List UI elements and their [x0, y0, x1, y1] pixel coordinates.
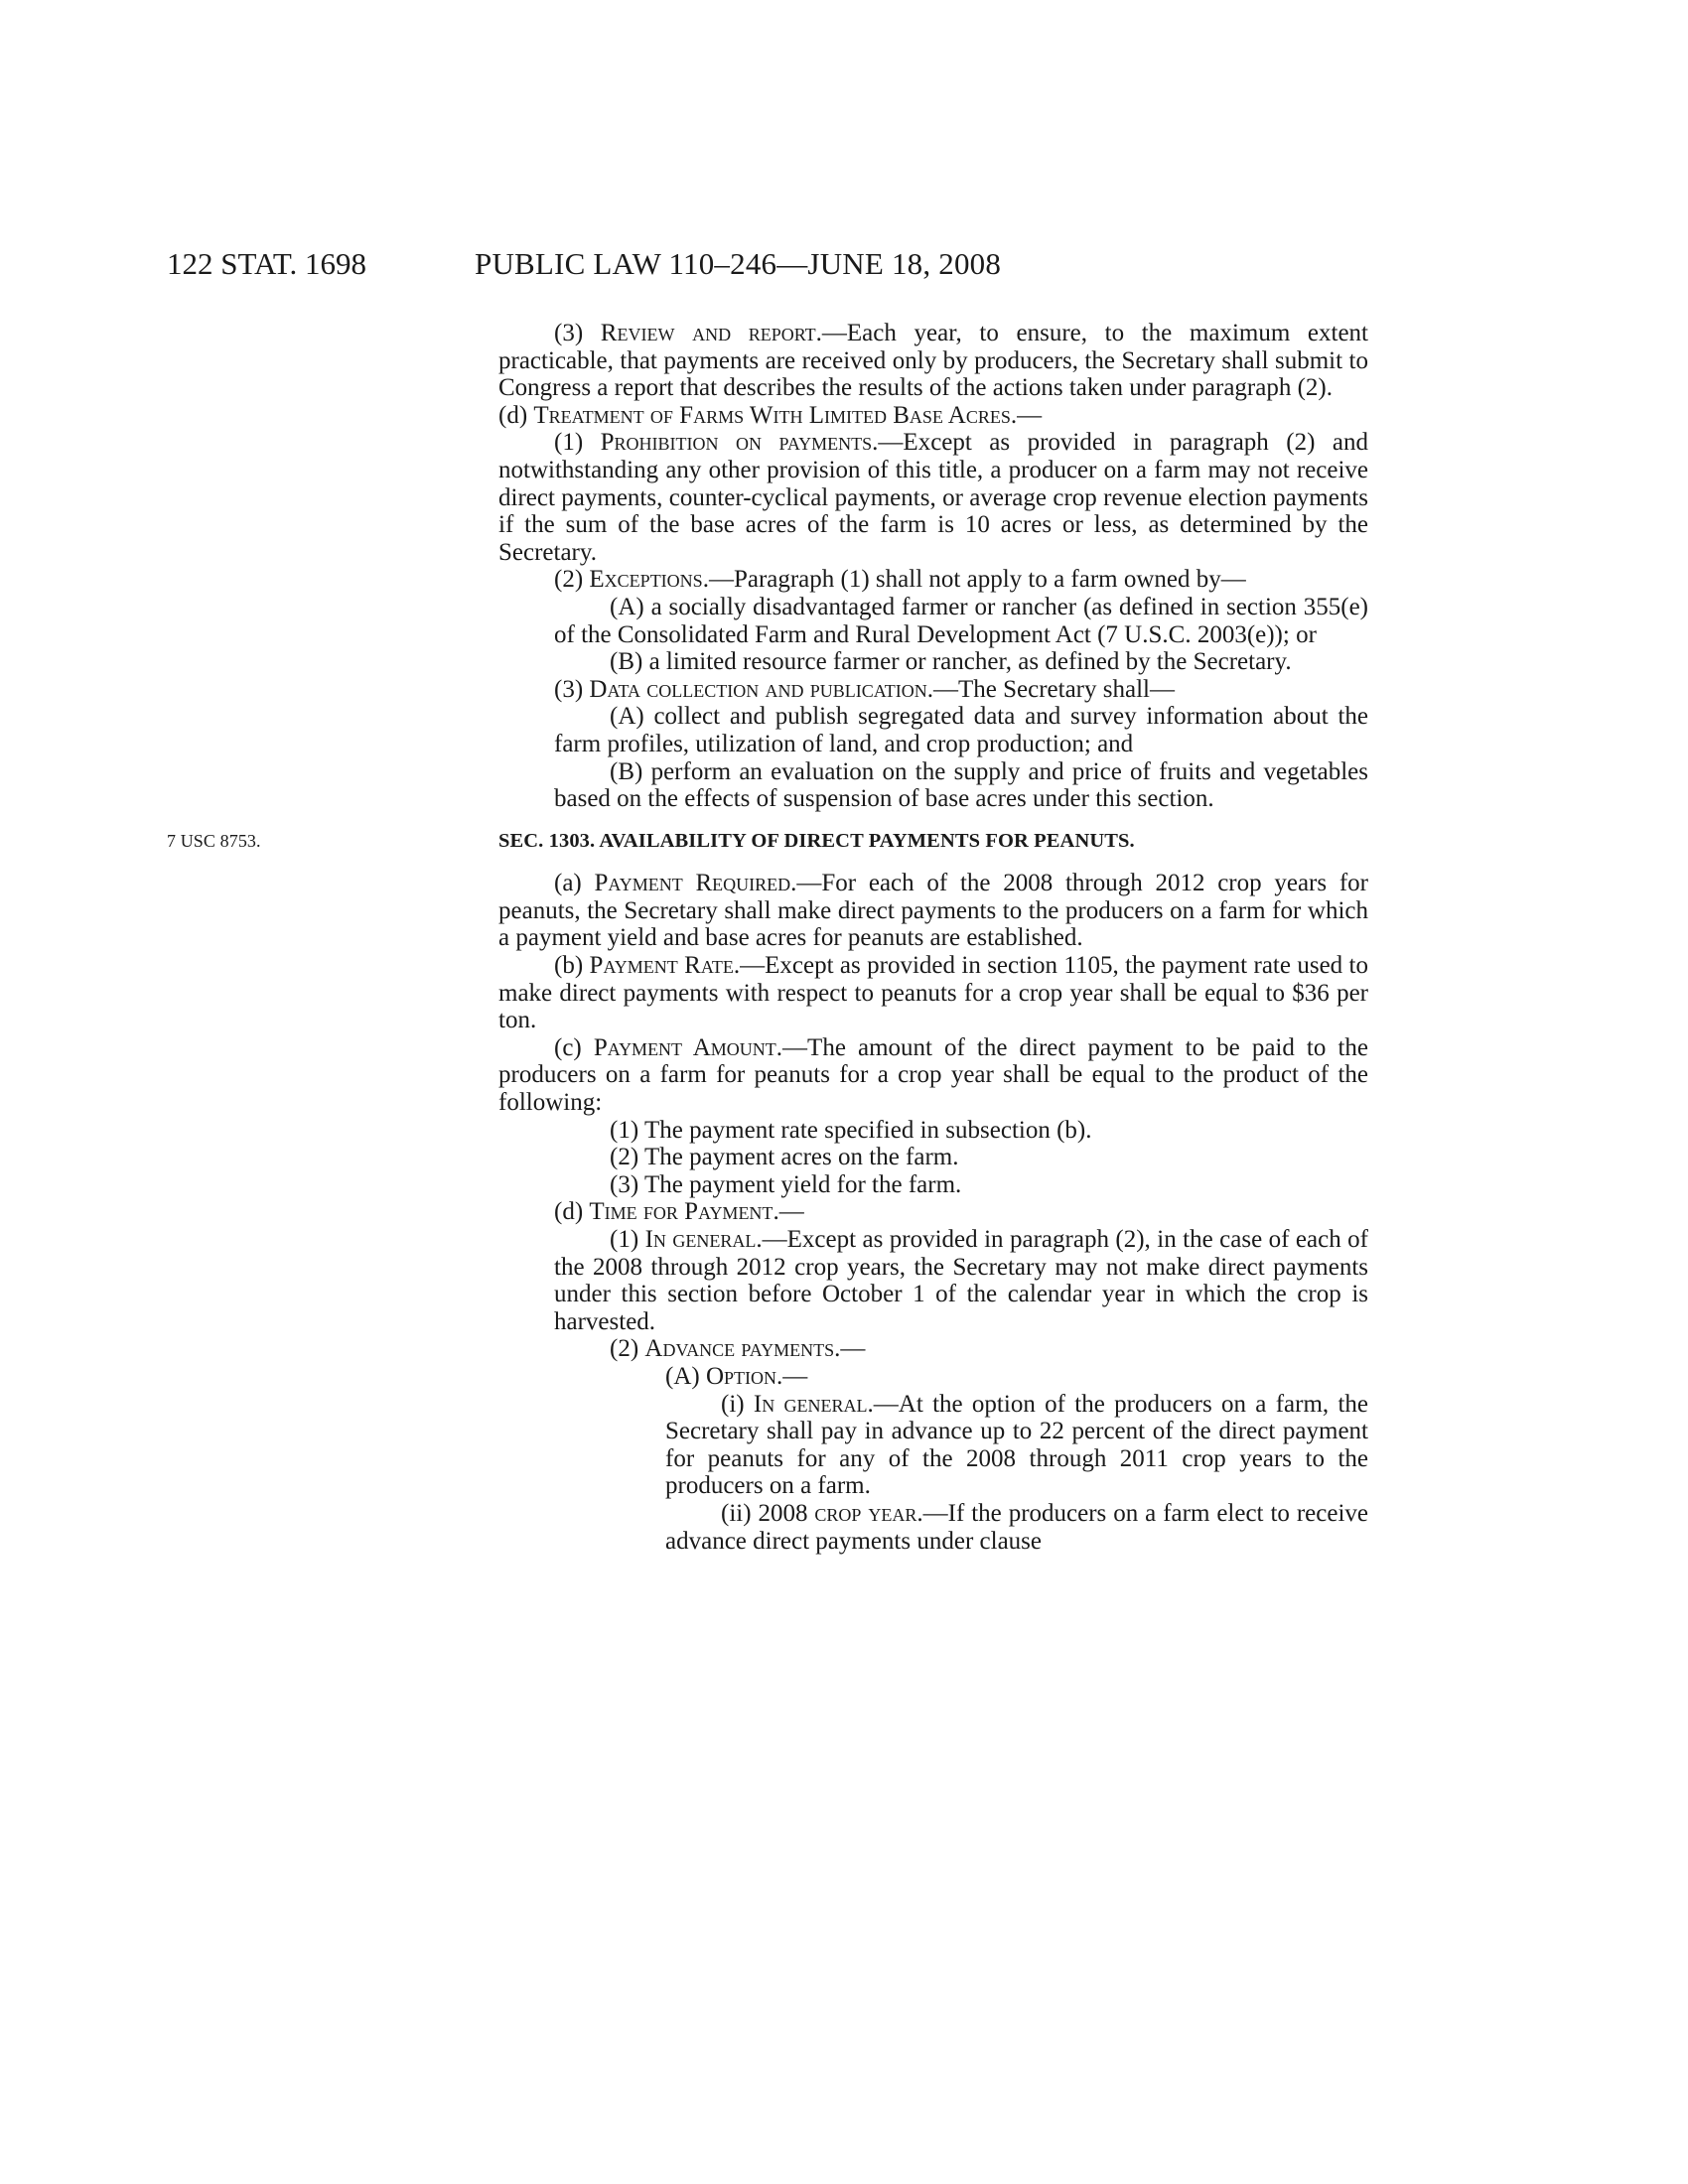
statute-page-number: 122 STAT. 1698 [167, 246, 367, 281]
subsection-payment-amount: (c) Payment Amount.—The amount of the direct payment to be paid to the producers on a farm for peanuts for a crop year shall be equal to the product of the following: [498, 1033, 1368, 1117]
clause-socially-disadvantaged: (A) a socially disadvantaged farmer or rancher (as defined in section 355(e) of the Consolidated Farm and Rural Development Act (7 U.S.C. 2003(e)); or [554, 593, 1368, 648]
clause-in-general-option: (i) In general.—At the option of the producers on a farm, the Secretary shall pay in advance up to 22 percent of the direct payment for peanuts for any of the 2008 through 2011 crop years to the producers on a farm. [665, 1390, 1368, 1500]
paragraph-advance-payments: (2) Advance payments.— [610, 1335, 866, 1363]
item-payment-yield: (3) The payment yield for the farm. [610, 1170, 962, 1198]
paragraph-review-and-report: (3) Review and report.—Each year, to ensure, to the maximum extent practicable, that payments are received only by producers, the Secretary shall submit to Congress a report that describes the results of the actions taken under paragraph (2). [498, 320, 1369, 402]
clause-2008-crop-year: (ii) 2008 crop year.—If the producers on a farm elect to receive advance direct payments under clause [665, 1499, 1368, 1555]
paragraph-exceptions: (2) Exceptions.—Paragraph (1) shall not apply to a farm owned by— [554, 566, 1246, 594]
subsection-payment-required: (a) Payment Required.—For each of the 2008 through 2012 crop years for peanuts, the Secretary shall make direct payments to the producers on a farm for which a payment yield and base acres for peanuts are established. [498, 870, 1368, 952]
statute-body [167, 320, 1369, 1555]
subsection-d-heading: (d) Treatment of Farms With Limited Base Acres.— [498, 401, 1043, 429]
paragraph-in-general: (1) In general.—Except as provided in paragraph (2), in the case of each of the 2008 through 2012 crop years, the Secretary may not make direct payments under this section before October 1 of the calendar year in which the crop is harvested. [554, 1226, 1368, 1335]
usc-margin-note: 7 USC 8753. [167, 830, 261, 851]
section-title: SEC. 1303. AVAILABILITY OF DIRECT PAYMENTS FOR PEANUTS. [498, 829, 1135, 852]
item-payment-acres: (2) The payment acres on the farm. [610, 1144, 959, 1171]
subsection-time-for-payment: (d) Time for Payment.— [554, 1198, 804, 1226]
page-header [167, 244, 1223, 284]
clause-limited-resource: (B) a limited resource farmer or rancher, as defined by the Secretary. [610, 648, 1292, 676]
clause-collect-and-publish: (A) collect and publish segregated data and survey information about the farm profiles, utilization of land, and crop production; and [554, 703, 1368, 757]
paragraph-data-collection: (3) Data collection and publication.—The Secretary shall— [554, 675, 1175, 703]
item-payment-rate: (1) The payment rate specified in subsection (b). [610, 1116, 1092, 1144]
paragraph-prohibition-on-payments: (1) Prohibition on payments.—Except as provided in paragraph (2) and notwithstanding any other provision of this title, a producer on a farm may not receive direct payments, counter-cyclical payments, or average crop revenue election payments if the sum of the base acres of the farm is 10 acres or less, as determined by the Secretary. [498, 429, 1368, 566]
subsection-payment-rate: (b) Payment Rate.—Except as provided in section 1105, the payment rate used to make direct payments with respect to peanuts for a crop year shall be equal to $36 per ton. [498, 952, 1369, 1034]
public-law-title: PUBLIC LAW 110–246—JUNE 18, 2008 [475, 246, 1002, 281]
subparagraph-option: (A) Option.— [665, 1362, 808, 1390]
clause-perform-evaluation: (B) perform an evaluation on the supply and price of fruits and vegetables based on the effects of suspension of base acres under this section. [554, 757, 1368, 813]
section-1303-heading [167, 828, 1368, 856]
